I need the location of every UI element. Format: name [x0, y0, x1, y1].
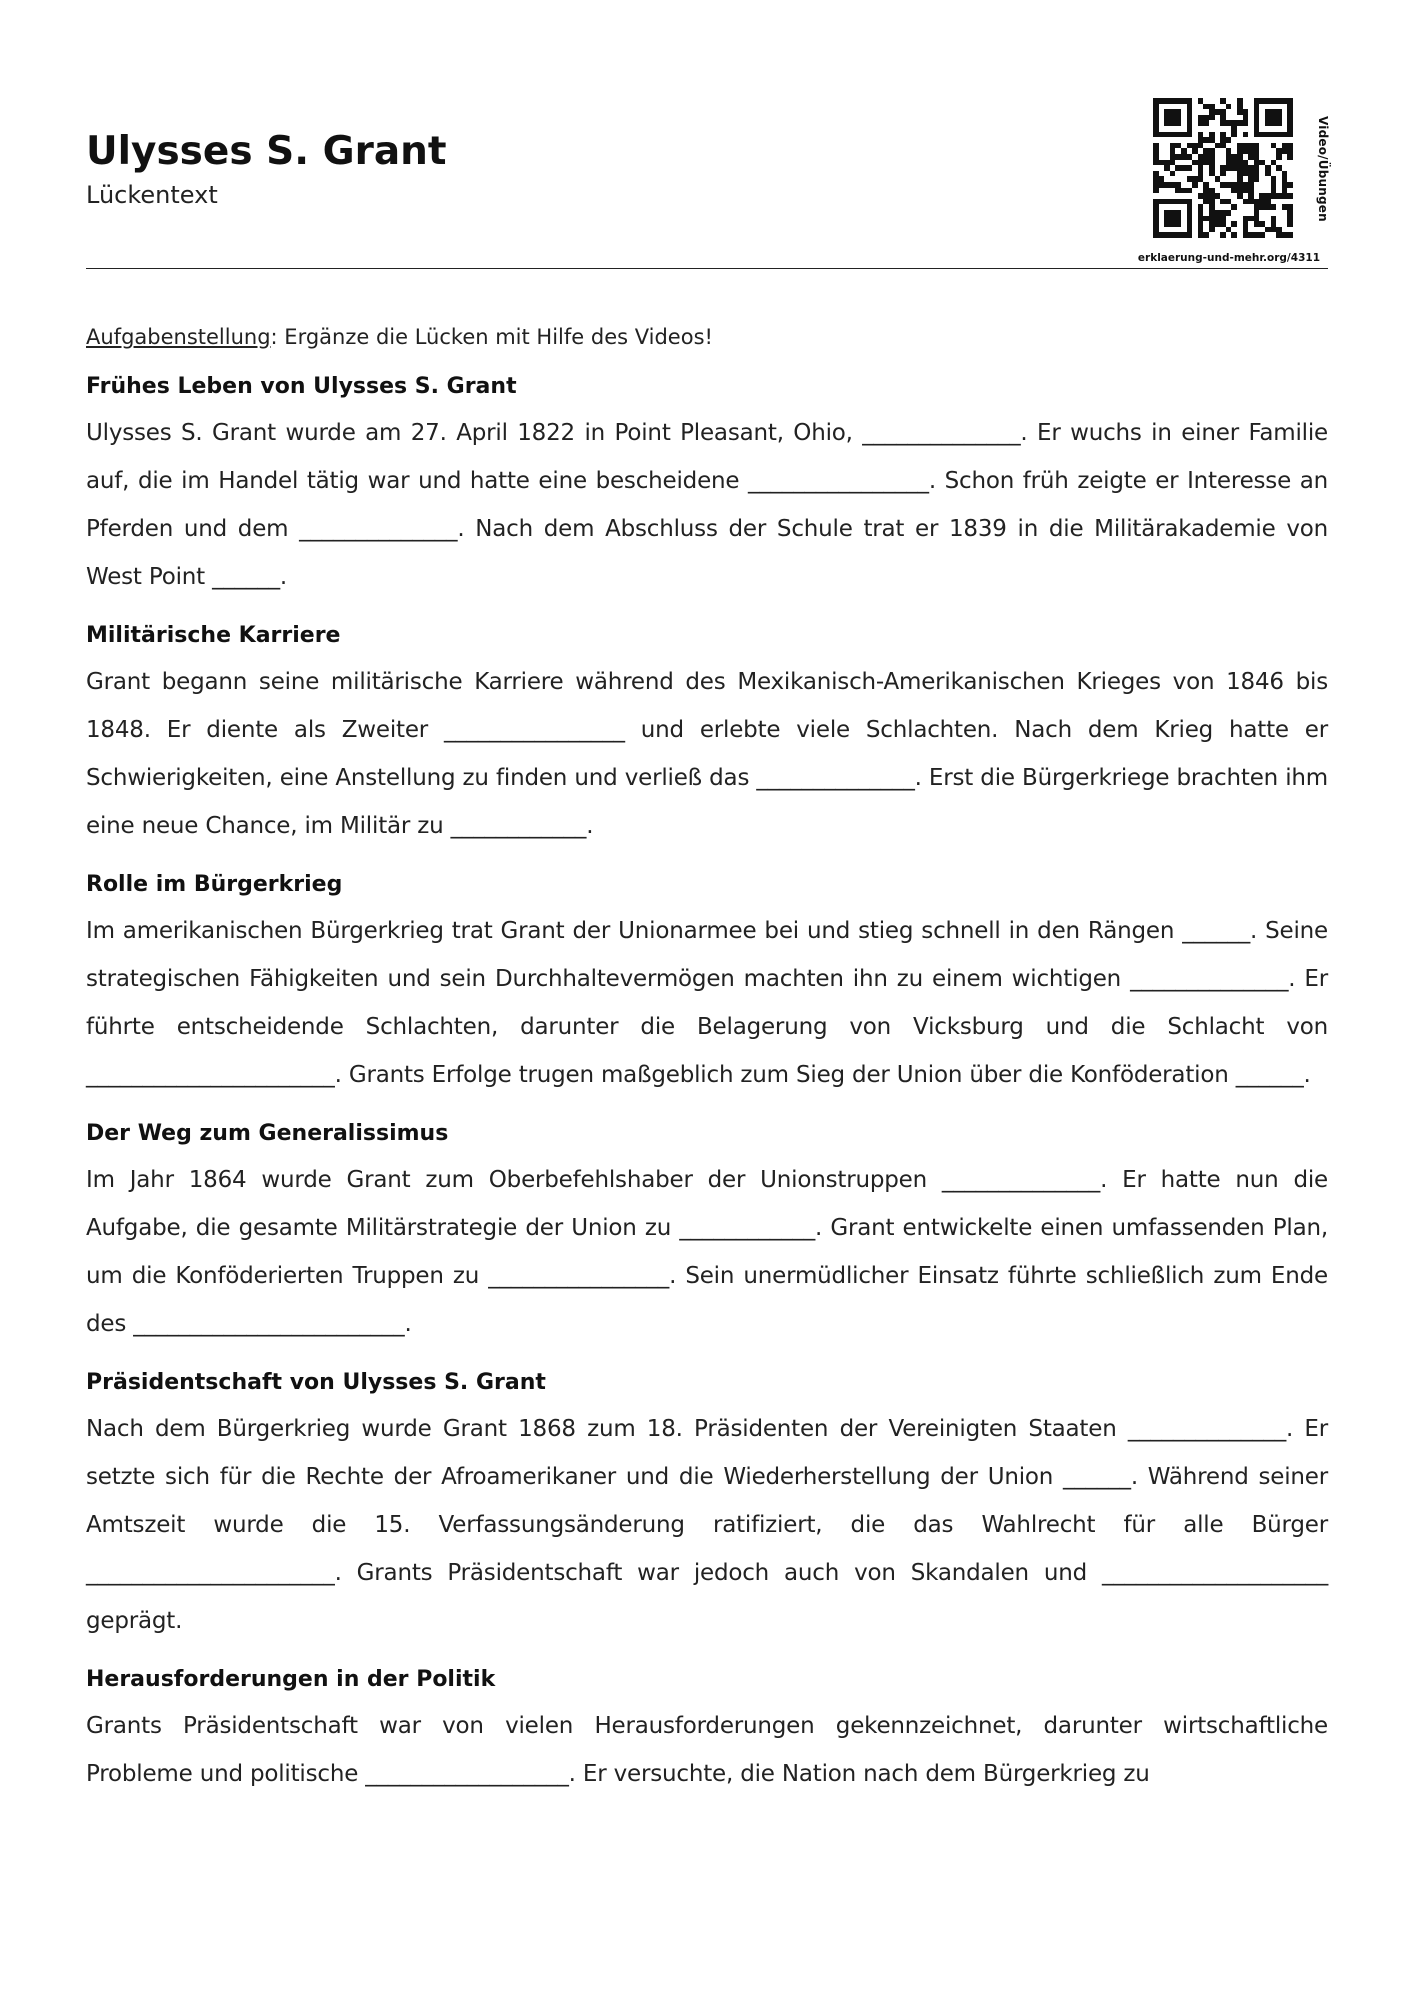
- section-text: Im amerikanischen Bürgerkrieg trat Grant der Unionarmee bei und stieg schnell in den Rängen ______. Seine strategischen Fähigkeiten und sein Durchhaltevermögen machten ihn zu einem wichtigen ______________. Er führte entscheidende Schlachten, darunter die Belagerung von Vicksburg und die Schlacht von ______________________. Grants Erfolge trugen maßgeblich zum Sieg der Union über die Konföderation ______.: [86, 918, 1328, 1088]
- section-early-life: [86, 372, 1328, 601]
- section-heading: Der Weg zum Generalissimus: [86, 1121, 449, 1146]
- task-instruction: [86, 322, 1328, 352]
- section-text: Grant begann seine militärische Karriere während des Mexikanisch-Amerikanischen Krieges von 1846 bis 1848. Er diente als Zweiter ________________ und erlebte viele Schlachten. Nach dem Krieg hatte er Schwierigkeiten, eine Anstellung zu finden und verließ das ______________. Erst die Bürgerkriege brachten ihm eine neue Chance, im Militär zu ____________.: [86, 669, 1328, 839]
- section-heading: Präsidentschaft von Ulysses S. Grant: [86, 1370, 546, 1395]
- page-subtitle: Lückentext: [86, 181, 218, 209]
- worksheet-body: [86, 322, 1328, 1818]
- source-url: erklaerung-und-mehr.org/4311: [1137, 252, 1320, 264]
- task-text: : Ergänze die Lücken mit Hilfe des Videos!: [270, 325, 713, 349]
- section-heading: Rolle im Bürgerkrieg: [86, 872, 343, 897]
- section-military-career: [86, 621, 1328, 850]
- task-label: Aufgabenstellung: [86, 325, 271, 349]
- qr-code-icon: [1153, 98, 1293, 238]
- section-presidency: [86, 1368, 1328, 1645]
- section-political-challenges: [86, 1665, 1328, 1798]
- section-heading: Herausforderungen in der Politik: [86, 1667, 496, 1692]
- header-divider: [86, 268, 1328, 269]
- video-exercises-label: Video/Übungen: [1316, 116, 1330, 222]
- section-civil-war-role: [86, 870, 1328, 1099]
- section-text: Ulysses S. Grant wurde am 27. April 1822 in Point Pleasant, Ohio, ______________. Er wuchs in einer Familie auf, die im Handel tätig war und hatte eine bescheidene ________________. Schon früh zeigte er Interesse an Pferden und dem ______________. Nach dem Abschluss der Schule trat er 1839 in die Militärakademie von West Point ______.: [86, 420, 1328, 590]
- section-heading: Militärische Karriere: [86, 623, 341, 648]
- section-text: Nach dem Bürgerkrieg wurde Grant 1868 zum 18. Präsidenten der Vereinigten Staaten ______________. Er setzte sich für die Rechte der Afroamerikaner und die Wiederherstellung der Union ______. Während seiner Amtszeit wurde die 15. Verfassungsänderung ratifiziert, die das Wahlrecht für alle Bürger ______________________. Grants Präsidentschaft war jedoch auch von Skandalen und ____________________ geprägt.: [86, 1416, 1328, 1634]
- section-text: Grants Präsidentschaft war von vielen Herausforderungen gekennzeichnet, darunter wirtschaftliche Probleme und politische __________________. Er versuchte, die Nation nach dem Bürgerkrieg zu: [86, 1713, 1328, 1787]
- section-text: Im Jahr 1864 wurde Grant zum Oberbefehlshaber der Unionstruppen ______________. Er hatte nun die Aufgabe, die gesamte Militärstrategie der Union zu ____________. Grant entwickelte einen umfassenden Plan, um die Konföderierten Truppen zu ________________. Sein unermüdlicher Einsatz führte schließlich zum Ende des ________________________.: [86, 1167, 1328, 1337]
- page-title: Ulysses S. Grant: [86, 129, 447, 174]
- section-heading: Frühes Leben von Ulysses S. Grant: [86, 374, 517, 399]
- section-generalissimus: [86, 1119, 1328, 1348]
